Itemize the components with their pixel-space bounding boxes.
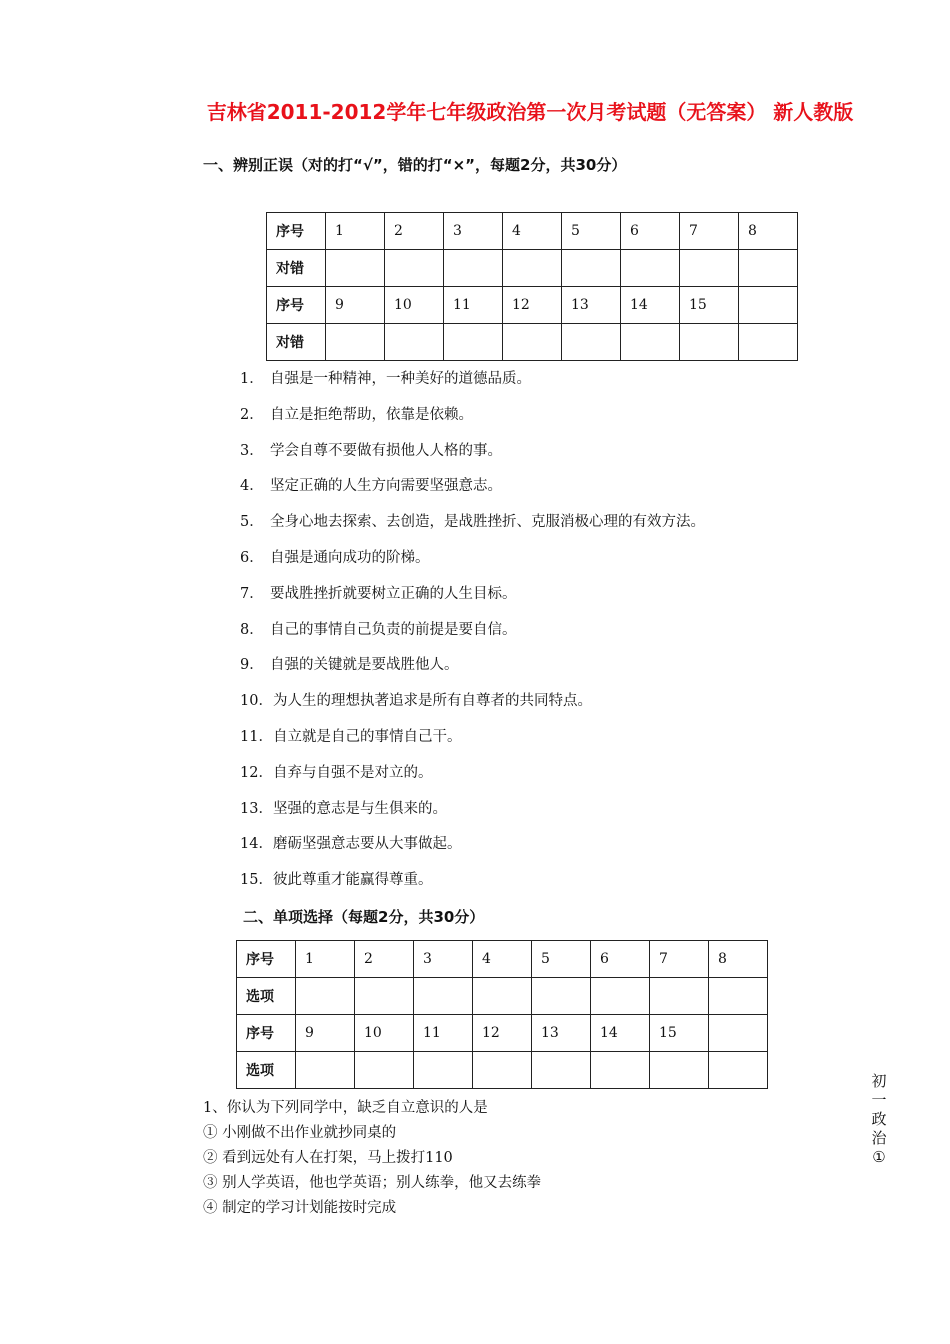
table-cell: 2 — [385, 213, 444, 250]
item-text: 全身心地去探索、去创造，是战胜挫折、克服消极心理的有效方法。 — [270, 514, 705, 531]
list-item — [240, 690, 705, 726]
answer-cell[interactable] — [414, 1052, 473, 1089]
table-cell: 11 — [414, 1015, 473, 1052]
table-row — [267, 287, 798, 324]
table-cell: 9 — [326, 287, 385, 324]
answer-cell[interactable] — [355, 978, 414, 1015]
row-label: 序号 — [267, 287, 326, 324]
answer-cell[interactable] — [473, 978, 532, 1015]
row-label: 对错 — [267, 250, 326, 287]
side-char: 治 — [871, 1129, 887, 1147]
item-text: 自强的关键就是要战胜他人。 — [270, 657, 459, 674]
item-number: 8． — [240, 621, 264, 638]
item-text: 要战胜挫折就要树立正确的人生目标。 — [270, 585, 517, 602]
table-cell: 12 — [473, 1015, 532, 1052]
answer-table-1 — [266, 212, 798, 361]
answer-cell[interactable] — [650, 978, 709, 1015]
table-cell: 5 — [532, 941, 591, 978]
answer-cell[interactable] — [296, 1052, 355, 1089]
answer-cell[interactable] — [385, 324, 444, 361]
row-label: 对错 — [267, 324, 326, 361]
item-number: 13． — [240, 800, 273, 817]
item-text: 自立是拒绝帮助，依靠是依赖。 — [270, 406, 473, 423]
table-row — [267, 213, 798, 250]
table-row — [237, 1052, 768, 1089]
list-item — [240, 726, 705, 762]
table-cell: 1 — [296, 941, 355, 978]
answer-cell[interactable] — [503, 324, 562, 361]
table-cell: 10 — [355, 1015, 414, 1052]
item-number: 10． — [240, 693, 273, 710]
answer-cell[interactable] — [473, 1052, 532, 1089]
list-item — [240, 547, 705, 583]
answer-cell[interactable] — [326, 324, 385, 361]
question-option: ① 小刚做不出作业就抄同桌的 — [203, 1125, 397, 1141]
table-cell: 7 — [680, 213, 739, 250]
table-cell: 3 — [444, 213, 503, 250]
item-text: 彼此尊重才能赢得尊重。 — [272, 872, 433, 889]
list-item — [240, 583, 705, 619]
item-number: 3． — [240, 442, 264, 459]
table-cell: 9 — [296, 1015, 355, 1052]
table-cell: 4 — [473, 941, 532, 978]
list-item — [240, 511, 705, 547]
answer-cell[interactable] — [739, 324, 798, 361]
item-text: 自弃与自强不是对立的。 — [272, 764, 433, 781]
item-number: 12． — [240, 764, 273, 781]
table-cell: 6 — [621, 213, 680, 250]
list-item — [240, 762, 705, 798]
row-label: 序号 — [267, 213, 326, 250]
answer-cell[interactable] — [385, 250, 444, 287]
item-text: 学会自尊不要做有损他人人格的事。 — [270, 442, 502, 459]
question-option: ② 看到远处有人在打架，马上拨打110 — [203, 1150, 453, 1166]
answer-cell[interactable] — [532, 1052, 591, 1089]
row-label: 选项 — [237, 978, 296, 1015]
table-cell: 15 — [650, 1015, 709, 1052]
answer-cell[interactable] — [621, 250, 680, 287]
item-text: 自立就是自己的事情自己干。 — [272, 728, 462, 745]
answer-cell[interactable] — [680, 250, 739, 287]
document-title: 吉林省2011-2012学年七年级政治第一次月考试题（无答案） 新人教版 — [206, 100, 854, 124]
table-row — [267, 250, 798, 287]
table-cell: 12 — [503, 287, 562, 324]
section2-heading: 二、单项选择（每题2分，共30分） — [243, 908, 485, 926]
question-option: ④ 制定的学习计划能按时完成 — [203, 1200, 397, 1216]
list-item — [240, 368, 705, 404]
list-item — [240, 654, 705, 690]
answer-cell[interactable] — [621, 324, 680, 361]
answer-cell[interactable] — [650, 1052, 709, 1089]
answer-cell[interactable] — [444, 324, 503, 361]
table-cell: 13 — [562, 287, 621, 324]
answer-cell[interactable] — [355, 1052, 414, 1089]
table-cell: 8 — [739, 213, 798, 250]
row-label: 序号 — [237, 941, 296, 978]
answer-cell[interactable] — [739, 250, 798, 287]
list-item — [240, 404, 705, 440]
item-number: 7． — [240, 585, 264, 602]
table-cell: 10 — [385, 287, 444, 324]
table-cell: 14 — [621, 287, 680, 324]
answer-cell[interactable] — [709, 978, 768, 1015]
answer-cell[interactable] — [709, 1052, 768, 1089]
table-cell: 8 — [709, 941, 768, 978]
side-char: 政 — [871, 1110, 887, 1128]
side-char: 初 — [871, 1072, 887, 1090]
answer-cell[interactable] — [562, 250, 621, 287]
table-row — [267, 324, 798, 361]
table-cell: 1 — [326, 213, 385, 250]
table-cell: 14 — [591, 1015, 650, 1052]
item-text: 自强是一种精神，一种美好的道德品质。 — [270, 371, 531, 387]
question-1 — [203, 1097, 541, 1222]
item-number: 1． — [240, 371, 264, 387]
row-label: 选项 — [237, 1052, 296, 1089]
list-item — [240, 798, 705, 834]
item-number: 4． — [240, 478, 264, 495]
item-number: 15． — [240, 872, 273, 889]
answer-cell[interactable] — [680, 324, 739, 361]
table-cell — [709, 1015, 768, 1052]
item-text: 自己的事情自己负责的前提是要自信。 — [270, 621, 517, 638]
list-item — [240, 475, 705, 511]
answer-cell[interactable] — [503, 250, 562, 287]
list-item — [240, 869, 705, 905]
item-text: 为人生的理想执著追求是所有自尊者的共同特点。 — [272, 693, 592, 710]
table-cell: 13 — [532, 1015, 591, 1052]
question-option: ③ 别人学英语，他也学英语；别人练拳，他又去练拳 — [203, 1175, 542, 1191]
section1-heading: 一、辨别正误（对的打“√”，错的打“×”，每题2分，共30分） — [203, 156, 627, 174]
table-cell: 2 — [355, 941, 414, 978]
item-text: 坚强的意志是与生俱来的。 — [272, 800, 447, 817]
table-row — [237, 941, 768, 978]
table-cell: 6 — [591, 941, 650, 978]
item-text: 自强是通向成功的阶梯。 — [270, 549, 430, 566]
side-char: ① — [872, 1148, 886, 1166]
answer-cell[interactable] — [562, 324, 621, 361]
answer-cell[interactable] — [296, 978, 355, 1015]
table-cell: 7 — [650, 941, 709, 978]
row-label: 序号 — [237, 1015, 296, 1052]
answer-cell[interactable] — [326, 250, 385, 287]
item-text: 坚定正确的人生方向需要坚强意志。 — [270, 478, 502, 495]
table-cell: 15 — [680, 287, 739, 324]
item-number: 14． — [240, 836, 273, 853]
answer-cell[interactable] — [444, 250, 503, 287]
item-number: 9． — [240, 657, 264, 674]
item-number: 6． — [240, 549, 264, 566]
list-item — [240, 440, 705, 476]
item-text: 磨砺坚强意志要从大事做起。 — [272, 836, 462, 853]
answer-cell[interactable] — [591, 978, 650, 1015]
answer-cell[interactable] — [414, 978, 473, 1015]
answer-cell[interactable] — [532, 978, 591, 1015]
table-cell — [739, 287, 798, 324]
table-row — [237, 978, 768, 1015]
list-item — [240, 619, 705, 655]
item-number: 5． — [240, 514, 264, 531]
side-char: 一 — [871, 1091, 887, 1109]
item-number: 2． — [240, 406, 264, 423]
item-number: 11． — [240, 728, 273, 745]
table-cell: 4 — [503, 213, 562, 250]
list-item — [240, 833, 705, 869]
question-stem: 1、你认为下列同学中，缺乏自立意识的人是 — [203, 1100, 488, 1116]
answer-table-2 — [236, 940, 768, 1089]
table-cell: 11 — [444, 287, 503, 324]
statement-list — [240, 368, 705, 905]
table-cell: 5 — [562, 213, 621, 250]
table-row — [237, 1015, 768, 1052]
table-cell: 3 — [414, 941, 473, 978]
side-label — [868, 1072, 890, 1167]
answer-cell[interactable] — [591, 1052, 650, 1089]
